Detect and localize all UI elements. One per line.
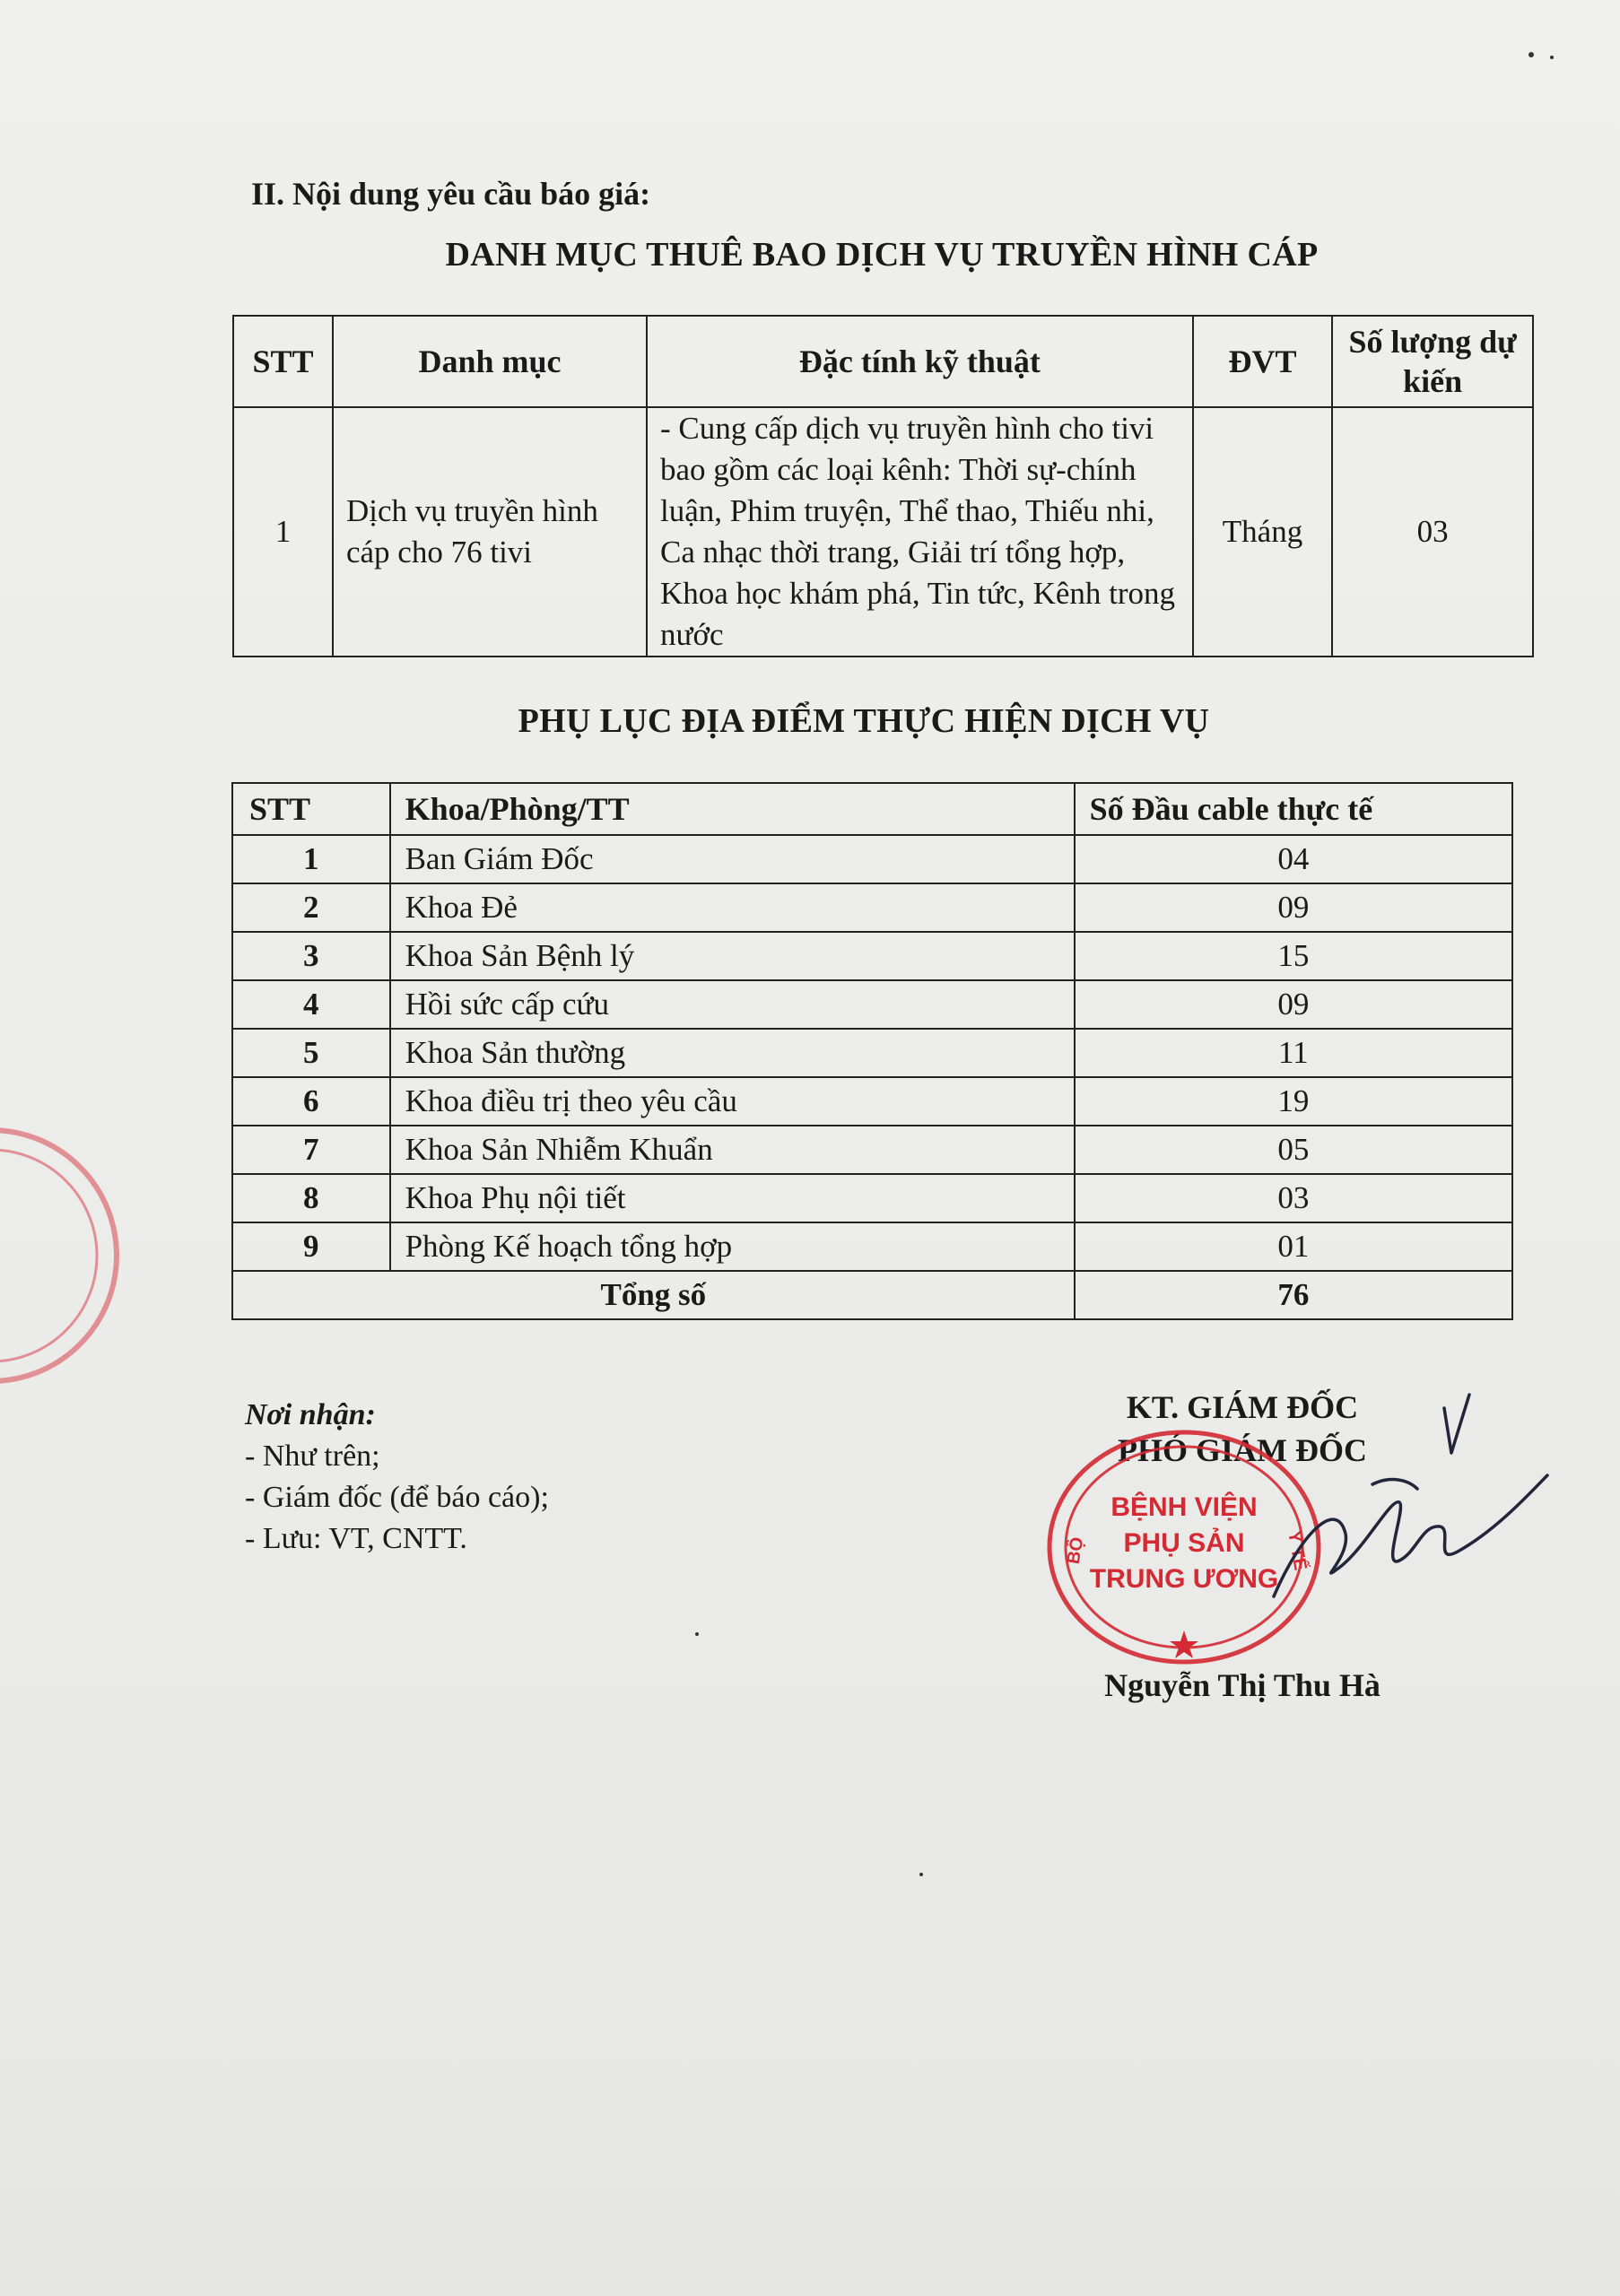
stamp-line3: TRUNG ƯƠNG (1089, 1564, 1279, 1594)
cell-so-dau-cable: 09 (1075, 883, 1512, 932)
partial-stamp-icon (0, 1112, 126, 1399)
cell-so-dau-cable: 11 (1075, 1029, 1512, 1077)
cell-so-dau-cable: 04 (1075, 835, 1512, 883)
table-row (232, 932, 1512, 980)
cell-stt: 8 (232, 1174, 390, 1222)
recipient-item: - Lưu: VT, CNTT. (245, 1522, 467, 1555)
cell-stt: 4 (232, 980, 390, 1029)
header-stt: STT (232, 783, 390, 835)
table-header-row (233, 316, 1533, 407)
cell-khoa-phong: Hồi sức cấp cứu (390, 980, 1075, 1029)
speck-mark (1550, 56, 1554, 59)
signer-name: Nguyễn Thị Thu Hà (1104, 1667, 1380, 1703)
table-row (232, 980, 1512, 1029)
table-row (232, 1222, 1512, 1271)
cell-stt: 5 (232, 1029, 390, 1077)
signature-line2: PHÓ GIÁM ĐỐC (1118, 1432, 1367, 1468)
cell-stt: 3 (232, 932, 390, 980)
cell-khoa-phong: Khoa điều trị theo yêu cầu (390, 1077, 1075, 1126)
stamp-side-right: Y TẾ (1284, 1529, 1311, 1572)
cell-stt: 1 (232, 835, 390, 883)
cell-stt: 2 (232, 883, 390, 932)
total-label: Tổng số (232, 1271, 1075, 1319)
table-row (232, 1077, 1512, 1126)
table-row (233, 407, 1533, 657)
cell-khoa-phong: Phòng Kế hoạch tổng hợp (390, 1222, 1075, 1271)
cell-khoa-phong: Khoa Phụ nội tiết (390, 1174, 1075, 1222)
signature-line1: KT. GIÁM ĐỐC (1126, 1389, 1359, 1425)
cell-khoa-phong: Khoa Sản Nhiễm Khuẩn (390, 1126, 1075, 1174)
cell-khoa-phong: Ban Giám Đốc (390, 835, 1075, 883)
cell-so-dau-cable: 01 (1075, 1222, 1512, 1271)
table-row (232, 835, 1512, 883)
recipient-item: - Giám đốc (để báo cáo); (245, 1481, 549, 1514)
cell-danh-muc: Dịch vụ truyền hình cáp cho 76 tivi (333, 407, 647, 657)
table-row (232, 1029, 1512, 1077)
subscription-table (232, 315, 1534, 657)
cell-so-dau-cable: 03 (1075, 1174, 1512, 1222)
total-value: 76 (1075, 1271, 1512, 1319)
cell-so-dau-cable: 19 (1075, 1077, 1512, 1126)
cell-stt: 1 (233, 407, 333, 657)
cell-so-dau-cable: 15 (1075, 932, 1512, 980)
section-heading: II. Nội dung yêu cầu báo giá: (251, 176, 651, 212)
cell-dvt: Tháng (1193, 407, 1332, 657)
cell-dac-tinh: - Cung cấp dịch vụ truyền hình cho tivi bao gồm các loại kênh: Thời sự-chính luận, Phim truyện, Thể thao, Thiếu nhi, Ca nhạc thời trang, Giải trí tổng hợp, Khoa học khám phá, Tin tức, Kênh trong nước (647, 407, 1193, 657)
cell-stt: 9 (232, 1222, 390, 1271)
header-so-dau-cable: Số Đầu cable thực tế (1075, 783, 1512, 835)
speck-mark (695, 1632, 699, 1636)
cell-stt: 7 (232, 1126, 390, 1174)
cell-khoa-phong: Khoa Sản thường (390, 1029, 1075, 1077)
cell-so-luong: 03 (1332, 407, 1533, 657)
header-so-luong: Số lượng dự kiến (1332, 316, 1533, 407)
cell-khoa-phong: Khoa Đẻ (390, 883, 1075, 932)
recipients-label: Nơi nhận: (245, 1398, 376, 1431)
table-row (232, 1126, 1512, 1174)
location-table-body (232, 835, 1512, 1271)
table-row (232, 883, 1512, 932)
handwritten-signature-icon (1238, 1390, 1561, 1623)
header-khoa-phong: Khoa/Phòng/TT (390, 783, 1075, 835)
speck-mark (919, 1873, 923, 1876)
stamp-line1: BỆNH VIỆN (1110, 1492, 1258, 1522)
table2-title: PHỤ LỤC ĐỊA ĐIỂM THỰC HIỆN DỊCH VỤ (518, 702, 1210, 740)
table-row (232, 1174, 1512, 1222)
header-dvt: ĐVT (1193, 316, 1332, 407)
recipient-item: - Như trên; (245, 1439, 380, 1473)
cell-so-dau-cable: 05 (1075, 1126, 1512, 1174)
table-header-row (232, 783, 1512, 835)
speck-mark (1529, 52, 1534, 57)
stamp-line2: PHỤ SẢN (1123, 1528, 1245, 1558)
table1-title: DANH MỤC THUÊ BAO DỊCH VỤ TRUYỀN HÌNH CÁP (445, 236, 1319, 274)
header-danh-muc: Danh mục (333, 316, 647, 407)
cell-so-dau-cable: 09 (1075, 980, 1512, 1029)
cell-khoa-phong: Khoa Sản Bệnh lý (390, 932, 1075, 980)
cell-stt: 6 (232, 1077, 390, 1126)
header-stt: STT (233, 316, 333, 407)
recipients-block (245, 1395, 549, 1560)
total-row (232, 1271, 1512, 1319)
location-table (231, 782, 1513, 1320)
stamp-side-left: BỘ (1063, 1535, 1088, 1566)
header-dac-tinh: Đặc tính kỹ thuật (647, 316, 1193, 407)
